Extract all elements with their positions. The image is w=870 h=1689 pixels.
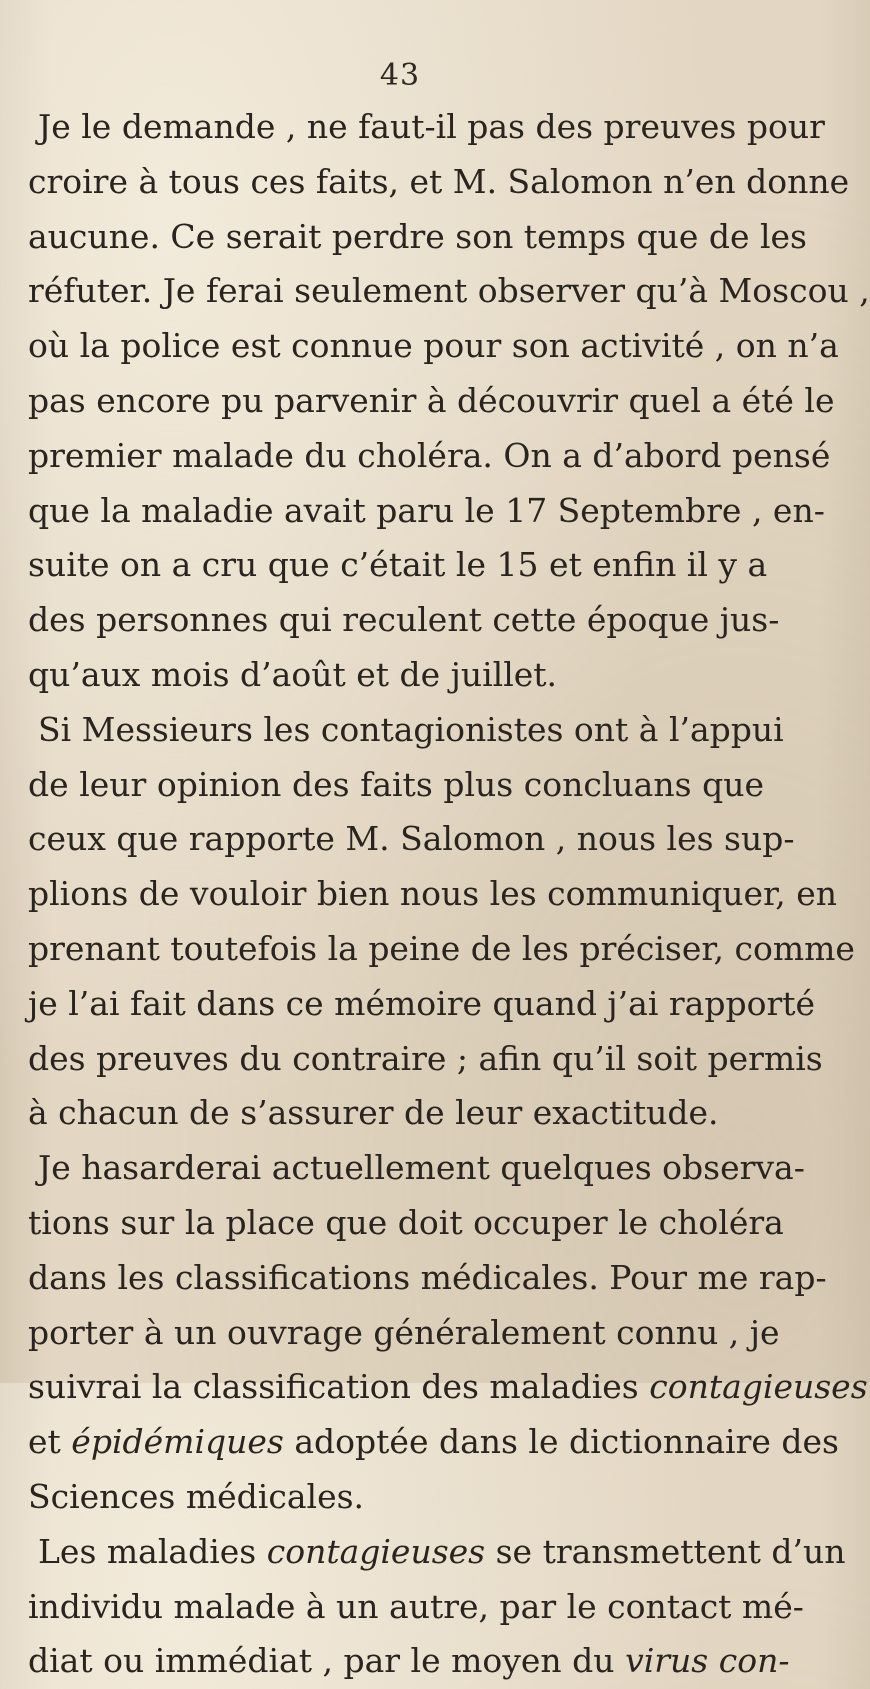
text-run: et <box>28 1422 61 1462</box>
text-line: réfuter. Je ferai seulement observer qu’à Moscou , <box>28 271 870 311</box>
text-run: adoptée dans le dictionnaire des <box>294 1422 839 1462</box>
text-line: ceux que rapporte M. Salomon , nous les sup- <box>28 819 795 859</box>
text-line: où la police est connue pour son activité , on n’a <box>28 326 839 366</box>
text-run: se transmettent d’un <box>495 1531 846 1571</box>
text-line: Si Messieurs les contagionistes ont à l’appui <box>38 709 784 749</box>
text-run: diat ou immédiat , par le moyen du <box>28 1641 615 1681</box>
text-line: des personnes qui reculent cette époque jus- <box>28 600 780 640</box>
text-line: individu malade à un autre, par le contact mé- <box>28 1586 804 1626</box>
italic-text: virus con- <box>625 1641 790 1681</box>
italic-text: épidémiques <box>71 1422 284 1462</box>
text-line <box>28 1415 839 1470</box>
text-line: prenant toutefois la peine de les préciser, comme <box>28 928 855 968</box>
text-line: que la maladie avait paru le 17 Septembre , en- <box>28 490 825 530</box>
text-run: suivrai la classification des maladies <box>28 1367 639 1407</box>
text-line: je l’ai fait dans ce mémoire quand j’ai rapporté <box>28 983 816 1023</box>
text-run: Les maladies <box>38 1531 257 1571</box>
text-line: Je hasarderai actuellement quelques observa- <box>38 1148 805 1188</box>
text-line: croire à tous ces faits, et M. Salomon n’en donne <box>28 161 850 201</box>
italic-text: contagieuses <box>649 1367 868 1407</box>
text-line: tions sur la place que doit occuper le choléra <box>28 1202 784 1242</box>
text-line <box>28 1525 846 1580</box>
text-line: aucune. Ce serait perdre son temps que de les <box>28 216 807 256</box>
text-line: suite on a cru que c’était le 15 et enfin il y a <box>28 545 768 585</box>
text-line <box>28 1360 868 1415</box>
text-line: plions de vouloir bien nous les communiquer, en <box>28 874 837 914</box>
text-line: à chacun de s’assurer de leur exactitude. <box>28 1093 719 1133</box>
text-line: des preuves du contraire ; afin qu’il soit permis <box>28 1038 823 1078</box>
text-line: Sciences médicales. <box>28 1476 365 1516</box>
text-line: qu’aux mois d’août et de juillet. <box>28 654 558 694</box>
page-number: 43 <box>379 58 421 93</box>
text-line: premier malade du choléra. On a d’abord pensé <box>28 435 831 475</box>
text-line: pas encore pu parvenir à découvrir quel a été le <box>28 380 835 420</box>
text-line: Je le demande , ne faut-il pas des preuves pour <box>38 107 825 146</box>
text-line <box>28 1634 790 1689</box>
italic-text: contagieuses <box>266 1531 486 1571</box>
text-line: dans les classifications médicales. Pour me rap- <box>28 1257 827 1297</box>
body-text <box>28 100 870 1689</box>
text-line: de leur opinion des faits plus concluans que <box>28 764 764 804</box>
text-line: porter à un ouvrage généralement connu , je <box>28 1312 780 1352</box>
